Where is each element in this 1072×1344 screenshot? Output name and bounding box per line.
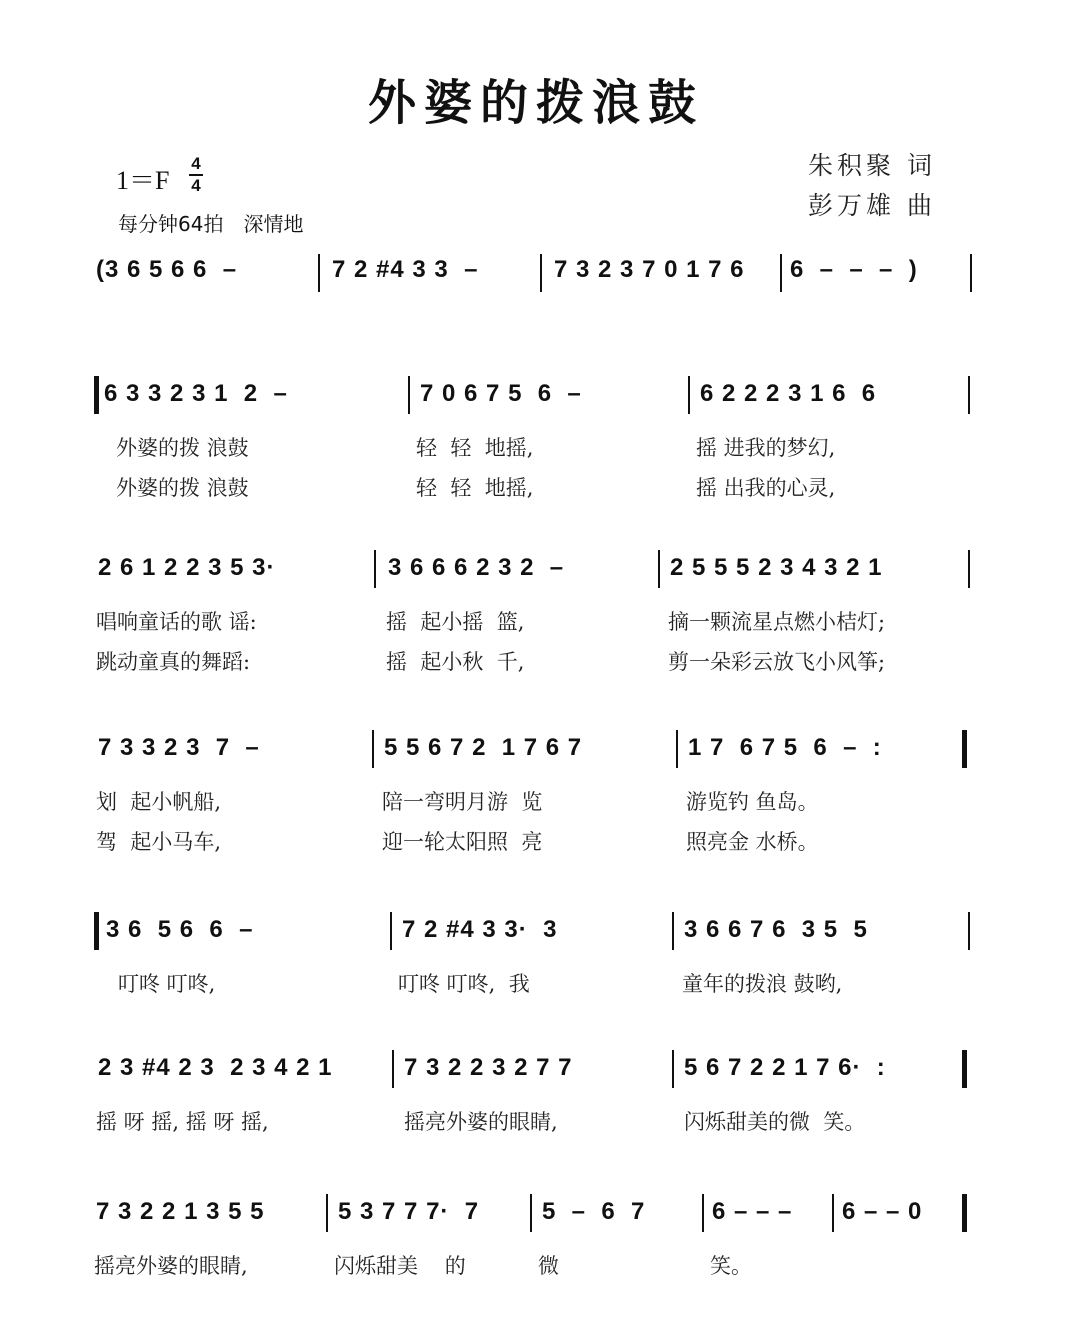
sys4-lyric-b: 叮咚 叮咚, 我 <box>398 972 530 996</box>
sys5-measure-1: 2 3 #4 2 3 2 3 4 2 1 <box>98 1054 333 1081</box>
barline <box>318 254 320 292</box>
composer-credit: 彭万雄 曲 <box>808 191 936 220</box>
sys1-lyric-v2-a: 外婆的拨 浪鼓 <box>116 476 249 500</box>
sys3-lyric-v2-a: 驾 起小马车, <box>96 830 222 854</box>
sys3-lyric-v1-c: 游览钓 鱼岛。 <box>686 790 819 814</box>
barline <box>968 376 970 414</box>
sys2-lyric-v1-b: 摇 起小摇 篮, <box>386 610 525 634</box>
barline <box>326 1194 328 1232</box>
sys3-measure-1: 7 3 3 2 3 7 – <box>98 734 260 761</box>
sys6-measure-3: 5 – 6 7 <box>542 1198 646 1225</box>
sys2-lyric-v1-a: 唱响童话的歌 谣: <box>96 610 257 634</box>
key-signature: 1＝F <box>116 166 170 195</box>
barline <box>672 1050 674 1088</box>
time-signature-top: 4 <box>191 154 201 173</box>
sys1-measure-3: 6 2 2 2 3 1 6 6 <box>700 380 877 407</box>
sys3-lyric-v2-c: 照亮金 水桥。 <box>686 830 819 854</box>
intro-measure-1: (3 6 5 6 6 – <box>96 256 238 283</box>
barline <box>390 912 392 950</box>
sys2-measure-3: 2 5 5 5 2 3 4 3 2 1 <box>670 554 883 581</box>
sys3-lyric-v1-b: 陪一弯明月游 览 <box>382 790 543 814</box>
time-signature <box>188 154 204 196</box>
sys1-measure-2: 7 0 6 7 5 6 – <box>420 380 582 407</box>
sys2-measure-1: 2 6 1 2 2 3 5 3· <box>98 554 276 581</box>
barline <box>832 1194 834 1232</box>
sys5-lyric-b: 摇亮外婆的眼睛, <box>404 1110 558 1134</box>
sys2-lyric-v1-c: 摘一颗流星点燃小桔灯; <box>668 610 886 634</box>
time-signature-bottom: 4 <box>191 176 201 195</box>
barline <box>968 550 970 588</box>
repeat-end-barline <box>962 730 967 768</box>
barline <box>676 730 678 768</box>
barline <box>658 550 660 588</box>
sys2-lyric-v2-a: 跳动童真的舞蹈: <box>96 650 251 674</box>
sys5-lyric-c: 闪烁甜美的微 笑。 <box>684 1110 866 1134</box>
sys2-lyric-v2-b: 摇 起小秋 千, <box>386 650 525 674</box>
sys1-lyric-v2-c: 摇 出我的心灵, <box>696 476 836 500</box>
repeat-start-barline <box>94 376 99 414</box>
sys3-measure-2: 5 5 6 7 2 1 7 6 7 <box>384 734 583 761</box>
barline <box>702 1194 704 1232</box>
sys4-measure-2: 7 2 #4 3 3· 3 <box>402 916 558 943</box>
sys5-measure-3: 5 6 7 2 2 1 7 6· : <box>684 1054 886 1081</box>
barline <box>530 1194 532 1232</box>
sys4-measure-1: 3 6 5 6 6 – <box>106 916 254 943</box>
intro-measure-3: 7 3 2 3 7 0 1 7 6 <box>554 256 745 283</box>
intro-measure-4: 6 – – – ) <box>790 256 918 283</box>
sys6-lyric-a: 摇亮外婆的眼睛, <box>94 1254 248 1278</box>
sys6-measure-5: 6 – – 0 <box>842 1198 923 1225</box>
barline <box>374 550 376 588</box>
intro-measure-2: 7 2 #4 3 3 – <box>332 256 479 283</box>
tempo-marking: 每分钟64拍 深情地 <box>118 212 304 236</box>
sys4-lyric-a: 叮咚 叮咚, <box>118 972 216 996</box>
sys1-lyric-v1-c: 摇 进我的梦幻, <box>696 436 836 460</box>
repeat-end-barline <box>962 1050 967 1088</box>
sys6-measure-4: 6 – – – <box>712 1198 793 1225</box>
barline <box>392 1050 394 1088</box>
sys5-measure-2: 7 3 2 2 3 2 7 7 <box>404 1054 573 1081</box>
sys3-lyric-v2-b: 迎一轮太阳照 亮 <box>382 830 543 854</box>
repeat-start-barline <box>94 912 99 950</box>
sys6-measure-2: 5 3 7 7 7· 7 <box>338 1198 480 1225</box>
barline <box>780 254 782 292</box>
song-title: 外婆的拨浪鼓 <box>367 75 704 131</box>
sys3-lyric-v1-a: 划 起小帆船, <box>96 790 222 814</box>
sys4-lyric-c: 童年的拨浪 鼓哟, <box>682 972 843 996</box>
sys5-lyric-a: 摇 呀 摇, 摇 呀 摇, <box>96 1110 269 1134</box>
barline <box>540 254 542 292</box>
sys6-lyric-d: 笑。 <box>710 1254 752 1278</box>
barline <box>968 912 970 950</box>
sys2-lyric-v2-c: 剪一朵彩云放飞小风筝; <box>668 650 886 674</box>
sys2-measure-2: 3 6 6 6 2 3 2 – <box>388 554 565 581</box>
sys1-lyric-v1-b: 轻 轻 地摇, <box>416 436 534 460</box>
sys6-lyric-b: 闪烁甜美 的 <box>334 1254 466 1278</box>
barline <box>970 254 972 292</box>
sys4-measure-3: 3 6 6 7 6 3 5 5 <box>684 916 868 943</box>
sys6-measure-1: 7 3 2 2 1 3 5 5 <box>96 1198 265 1225</box>
sys6-lyric-c: 微 <box>538 1254 559 1278</box>
lyricist-credit: 朱积聚 词 <box>808 151 936 180</box>
sys1-lyric-v2-b: 轻 轻 地摇, <box>416 476 534 500</box>
sys1-measure-1: 6 3 3 2 3 1 2 – <box>104 380 288 407</box>
sys3-measure-3: 1 7 6 7 5 6 – : <box>688 734 882 761</box>
barline <box>408 376 410 414</box>
barline <box>688 376 690 414</box>
barline <box>672 912 674 950</box>
barline <box>372 730 374 768</box>
final-barline <box>962 1194 967 1232</box>
sys1-lyric-v1-a: 外婆的拨 浪鼓 <box>116 436 249 460</box>
